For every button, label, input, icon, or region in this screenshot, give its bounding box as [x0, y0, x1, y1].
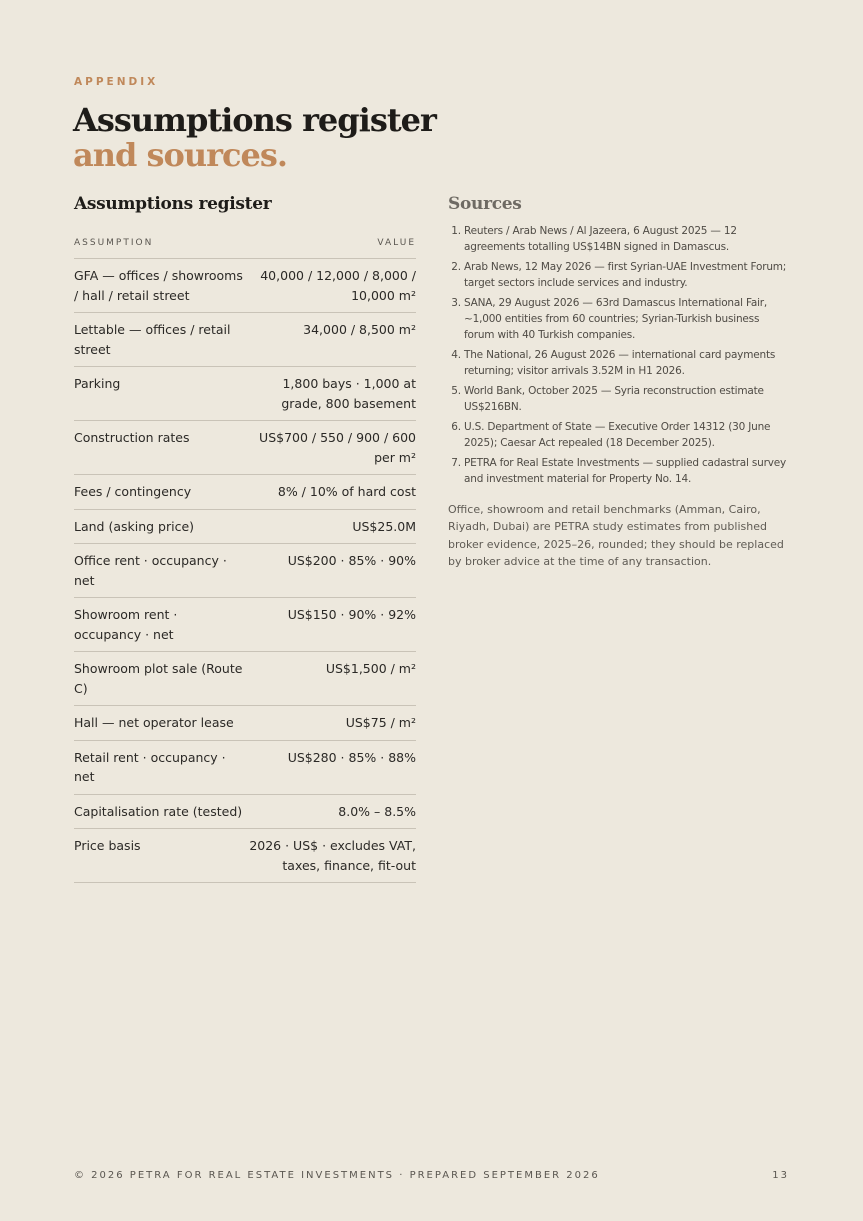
assumption-label: GFA — offices / showrooms / hall / retail street	[74, 268, 243, 303]
assumption-label: Parking	[74, 376, 121, 391]
assumption-value: 2026 · US$ · excludes VAT, taxes, finance, fit-out	[249, 838, 416, 873]
assumption-value: US$25.0M	[352, 518, 416, 534]
assumption-label: Construction rates	[74, 430, 190, 445]
table-row	[74, 510, 416, 545]
column-header-value: VALUE	[377, 238, 416, 248]
assumption-value: 1,800 bays · 1,000 at grade, 800 basement	[281, 376, 416, 411]
assumption-label: Capitalisation rate (tested)	[74, 803, 243, 819]
table-row	[74, 421, 416, 475]
assumption-label: Office rent · occupancy · net	[74, 553, 227, 588]
sources-heading: Sources	[448, 194, 522, 214]
assumption-value: US$200 · 85% · 90%	[287, 553, 416, 568]
title-line-1: Assumptions register	[73, 101, 436, 139]
footer-copyright: © 2026 PETRA FOR REAL ESTATE INVESTMENTS · PREPARED SEPTEMBER 2026	[74, 1170, 600, 1181]
assumptions-table-header	[74, 224, 416, 259]
table-row	[74, 313, 416, 367]
table-row	[74, 544, 416, 598]
assumption-label: Retail rent · occupancy · net	[74, 749, 226, 784]
table-row	[74, 795, 416, 830]
table-row	[74, 706, 416, 741]
source-item: 4. The National, 26 August 2026 — international card payments returning; visitor arrivals 3.52M in H1 2026.	[464, 348, 790, 380]
source-item: 6. U.S. Department of State — Executive Order 14312 (30 June 2025); Caesar Act repealed (18 December 2025).	[464, 420, 790, 452]
assumption-value: 8.0% – 8.5%	[338, 803, 416, 819]
column-header-assumption: ASSUMPTION	[74, 238, 154, 248]
sources-section	[448, 194, 790, 570]
assumption-value: 40,000 / 12,000 / 8,000 / 10,000 m²	[260, 268, 416, 303]
table-row	[74, 598, 416, 652]
source-item: 2. Arab News, 12 May 2026 — first Syrian-UAE Investment Forum; target sectors include services and industry.	[464, 260, 790, 292]
benchmarks-note: Office, showroom and retail benchmarks (Amman, Cairo, Riyadh, Dubai) are PETRA study estimates from published broker evidence, 2025–26, rounded; they should be replaced by broker advice at the time of any transaction.	[448, 502, 784, 568]
assumption-label: Land (asking price)	[74, 518, 195, 534]
assumption-value: 8% / 10% of hard cost	[277, 484, 416, 499]
table-row	[74, 741, 416, 795]
sources-list	[448, 224, 790, 488]
page-title	[73, 103, 436, 173]
source-item: 3. SANA, 29 August 2026 — 63rd Damascus International Fair, ~1,000 entities from 60 countries; Syrian-Turkish business forum with 40 Turkish companies.	[464, 296, 790, 343]
assumption-value: US$75 / m²	[345, 715, 416, 730]
source-item: 5. World Bank, October 2025 — Syria reconstruction estimate US$216BN.	[464, 384, 790, 416]
assumption-label: Price basis	[74, 838, 141, 853]
assumptions-heading: Assumptions register	[74, 194, 272, 214]
assumption-label: Hall — net operator lease	[74, 715, 234, 730]
assumption-label: Lettable — offices / retail street	[74, 322, 231, 357]
assumption-label: Showroom rent · occupancy · net	[74, 607, 178, 642]
source-item: 7. PETRA for Real Estate Investments — supplied cadastral survey and investment material for Property No. 14.	[464, 456, 790, 488]
table-row	[74, 259, 416, 313]
source-item: 1. Reuters / Arab News / Al Jazeera, 6 August 2025 — 12 agreements totalling US$14BN signed in Damascus.	[464, 224, 790, 256]
page-number: 13	[772, 1170, 789, 1181]
table-row	[74, 475, 416, 510]
assumption-value: US$150 · 90% · 92%	[287, 607, 416, 622]
section-eyebrow: APPENDIX	[74, 76, 159, 88]
assumptions-table-body	[74, 259, 416, 883]
table-row	[74, 367, 416, 421]
assumption-value: US$280 · 85% · 88%	[287, 749, 416, 765]
assumption-value: US$700 / 550 / 900 / 600 per m²	[259, 430, 416, 465]
assumption-label: Showroom plot sale (Route C)	[74, 661, 243, 696]
table-row	[74, 829, 416, 883]
assumption-value: 34,000 / 8,500 m²	[303, 322, 416, 337]
title-line-2: and sources.	[73, 136, 287, 174]
table-row	[74, 652, 416, 706]
assumptions-section	[74, 194, 416, 883]
assumption-value: US$1,500 / m²	[325, 661, 416, 676]
assumption-label: Fees / contingency	[74, 484, 192, 499]
